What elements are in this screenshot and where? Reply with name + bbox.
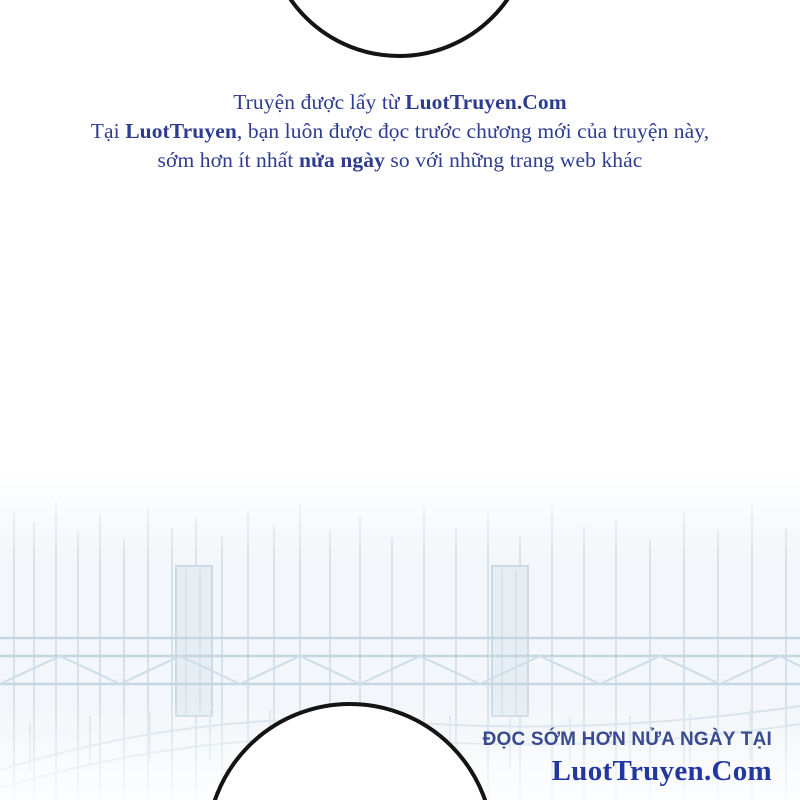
- watermark-line-1: [0, 88, 800, 117]
- watermark-line3-emphasis: nửa ngày: [298, 148, 385, 173]
- promo-tagline: ĐỌC SỚM HƠN NỬA NGÀY TẠI: [482, 729, 772, 751]
- promo-site-name[interactable]: LuotTruyen.Com: [551, 755, 772, 788]
- top-panel-circle: [265, 0, 533, 58]
- watermark-text: [0, 88, 800, 176]
- watermark-site-name: LuotTruyen.Com: [405, 90, 567, 114]
- watermark-line2-prefix: Tại: [90, 119, 126, 144]
- promo-block: [483, 730, 772, 788]
- watermark-site-short: LuotTruyen: [125, 119, 237, 144]
- watermark-line1-prefix: Truyện được lấy từ: [233, 90, 406, 114]
- watermark-line3-prefix: sớm hơn ít nhất: [157, 148, 299, 173]
- watermark-line3-suffix: so với những trang web khác: [384, 148, 643, 173]
- watermark-line-2: [0, 117, 800, 146]
- watermark-line2-suffix: , bạn luôn được đọc trước chương mới của truyện này,: [236, 119, 710, 144]
- watermark-line-3: [0, 146, 800, 175]
